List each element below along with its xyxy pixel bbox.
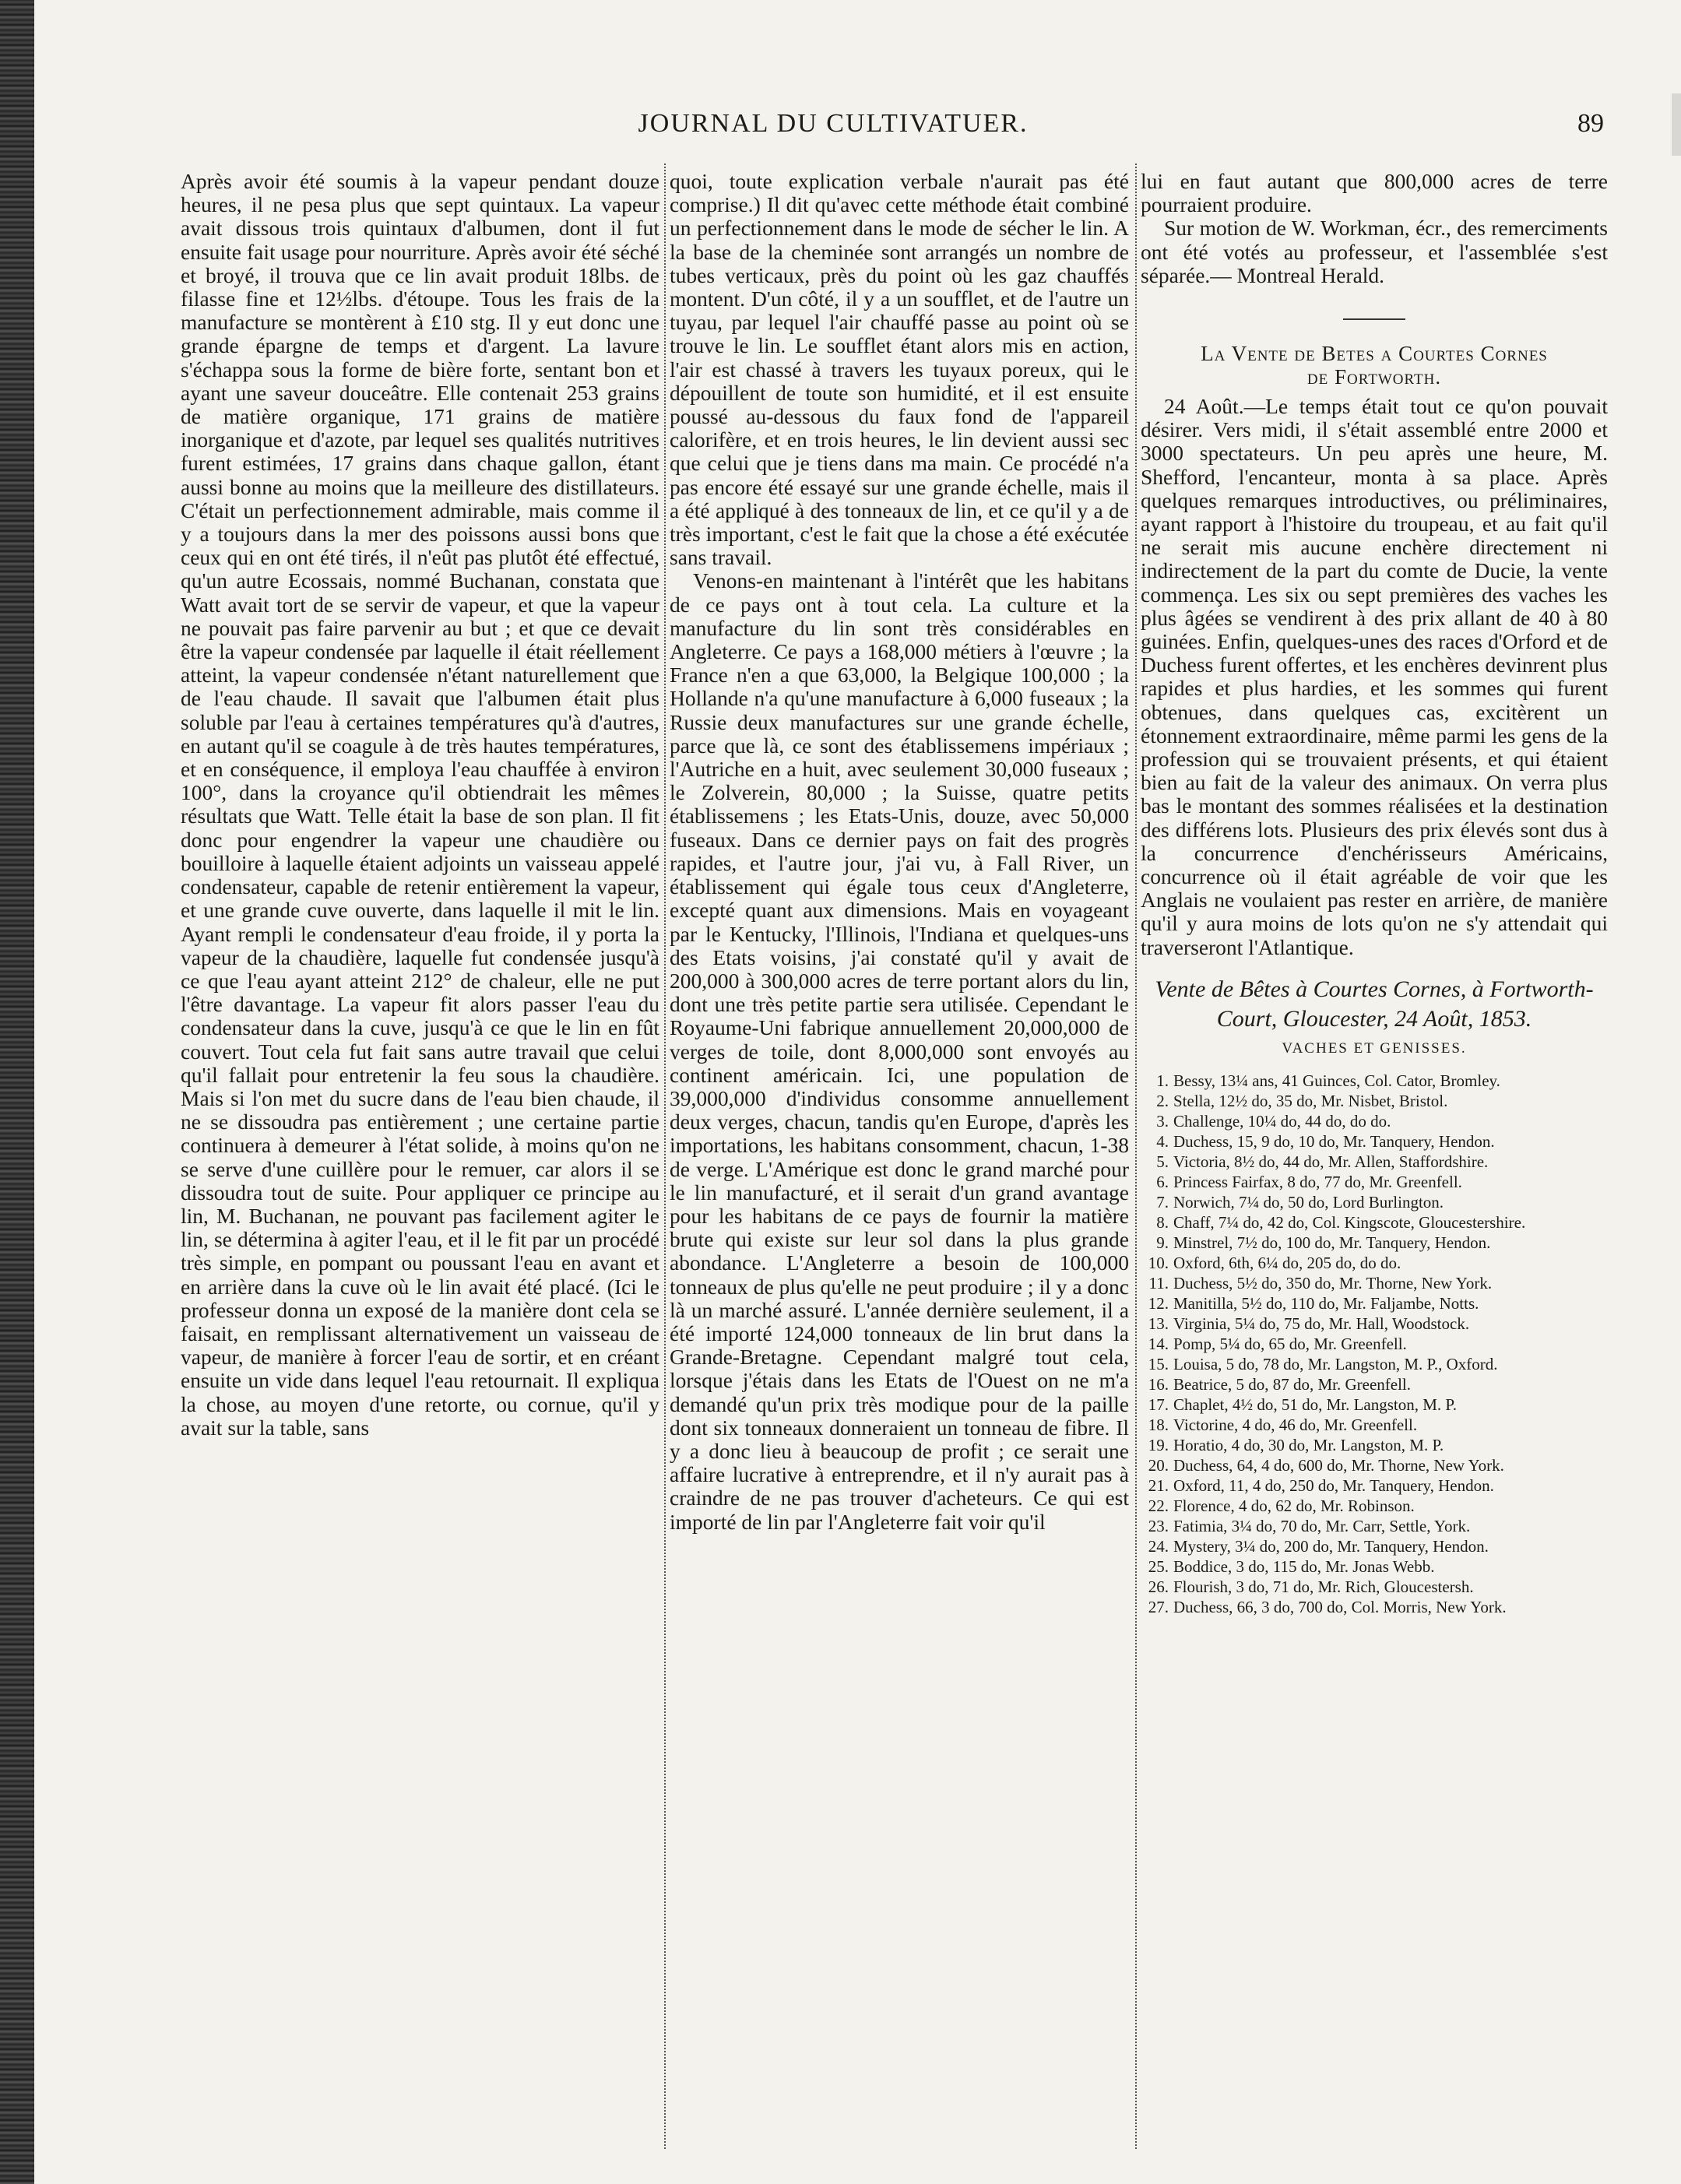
lot-number: 2. [1156, 1092, 1169, 1111]
list-item [1141, 1092, 1608, 1111]
running-title: JOURNAL DU CULTIVATUER. [638, 109, 1029, 138]
lot-text: Virginia, 5¼ do, 75 do, Mr. Hall, Woodstock. [1173, 1314, 1470, 1334]
lot-text: Florence, 4 do, 62 do, Mr. Robinson. [1173, 1496, 1415, 1516]
column-rule [664, 164, 666, 2149]
lot-text: Duchess, 15, 9 do, 10 do, Mr. Tanquery, Hendon. [1173, 1132, 1495, 1152]
list-item [1141, 1233, 1608, 1253]
lot-number: 24. [1148, 1537, 1169, 1556]
lot-text: Victoria, 8½ do, 44 do, Mr. Allen, Staffordshire. [1173, 1152, 1489, 1172]
paragraph: Sur motion de W. Workman, écr., des remerciments ont été votés au professeur, et l'assemblée s'est séparée.— Montreal Herald. [1141, 216, 1608, 287]
lot-text: Minstrel, 7½ do, 100 do, Mr. Tanquery, Hendon. [1173, 1233, 1491, 1253]
column-2 [670, 170, 1129, 2151]
lot-text: Princess Fairfax, 8 do, 77 do, Mr. Greenfell. [1173, 1173, 1462, 1192]
list-item [1141, 1314, 1608, 1334]
lot-text: Horatio, 4 do, 30 do, Mr. Langston, M. P. [1173, 1436, 1444, 1455]
lot-number: 5. [1156, 1152, 1169, 1172]
list-item [1141, 1254, 1608, 1273]
list-item [1141, 1193, 1608, 1212]
lot-number: 12. [1148, 1294, 1169, 1314]
list-item [1141, 1476, 1608, 1496]
list-item [1141, 1557, 1608, 1577]
lot-number: 11. [1148, 1274, 1169, 1293]
lot-text: Oxford, 6th, 6¼ do, 205 do, do do. [1173, 1254, 1401, 1273]
list-item [1141, 1213, 1608, 1233]
list-item [1141, 1598, 1608, 1617]
lot-text: Chaplet, 4½ do, 51 do, Mr. Langston, M. P. [1173, 1395, 1458, 1415]
lot-text: Mystery, 3¼ do, 200 do, Mr. Tanquery, Hendon. [1173, 1537, 1489, 1556]
paragraph: lui en faut autant que 800,000 acres de terre pourraient produire. [1141, 170, 1608, 217]
list-item [1141, 1071, 1608, 1091]
lot-text: Bessy, 13¼ ans, 41 Guinces, Col. Cator, Bromley. [1173, 1071, 1500, 1091]
lot-number: 13. [1148, 1314, 1169, 1334]
lot-number: 15. [1148, 1355, 1169, 1374]
lot-number: 19. [1148, 1436, 1169, 1455]
lot-number: 6. [1156, 1173, 1169, 1192]
lot-number: 1. [1156, 1071, 1169, 1091]
lot-number: 10. [1148, 1254, 1169, 1273]
lot-number: 8. [1156, 1213, 1169, 1233]
lot-text: Duchess, 5½ do, 350 do, Mr. Thorne, New York. [1173, 1274, 1493, 1293]
sale-subtitle: VACHES ET GENISSES. [1282, 1039, 1467, 1057]
lot-number: 18. [1148, 1416, 1169, 1435]
list-item [1141, 1517, 1608, 1536]
list-item [1141, 1496, 1608, 1516]
page-header [47, 109, 1619, 148]
sale-title: Vente de Bêtes à Courtes Cornes, à Fortworth-Court, Gloucester, 24 Août, 1853. [1155, 976, 1594, 1032]
list-item [1141, 1436, 1608, 1455]
lot-text: Duchess, 64, 4 do, 600 do, Mr. Thorne, New York. [1173, 1456, 1504, 1475]
sale-list [1141, 1071, 1608, 1617]
list-item [1141, 1274, 1608, 1293]
lot-number: 16. [1148, 1375, 1169, 1394]
lot-number: 3. [1156, 1112, 1169, 1131]
lot-text: Pomp, 5¼ do, 65 do, Mr. Greenfell. [1173, 1335, 1407, 1354]
list-item [1141, 1355, 1608, 1374]
lot-number: 9. [1156, 1233, 1169, 1253]
lot-text: Fatimia, 3¼ do, 70 do, Mr. Carr, Settle, York. [1173, 1517, 1471, 1536]
separator-rule [1343, 318, 1405, 320]
lot-number: 27. [1148, 1598, 1169, 1617]
lot-number: 14. [1148, 1335, 1169, 1354]
list-item [1141, 1375, 1608, 1394]
list-item [1141, 1577, 1608, 1597]
lot-number: 17. [1148, 1395, 1169, 1415]
list-item [1141, 1173, 1608, 1192]
lot-text: Victorine, 4 do, 46 do, Mr. Greenfell. [1173, 1416, 1418, 1435]
list-item [1141, 1294, 1608, 1314]
list-item [1141, 1416, 1608, 1435]
paragraph: Après avoir été soumis à la vapeur pendant douze heures, il ne pesa plus que sept quintaux. La vapeur avait dissous trois quintaux d'albumen, dont il fut ensuite fait usage pour nourriture. Après avoir été séché et broyé, il trouva que ce lin avait produit 18lbs. de filasse fine et 12½lbs. d'étoupe. Tous les frais de la manufacture se montèrent à £10 stg. Il y eut donc une grande épargne de temps et d'argent. La lavure s'échappa sous la forme de bière forte, sentant bon et ayant une saveur douceâtre. Elle contenait 253 grains de matière organique, 171 grains de matière inorganique et d'azote, par lequel ses qualités nutritives furent estimées, 17 grains dans chaque gallon, étant aussi bonne au moins que la meilleure des distillateurs. C'était un perfectionnement admirable, mais comme il y a toujours dans la mer des poissons aussi bons que ceux qui en ont été tirés, il n'eût pas plutôt été effectué, qu'un autre Ecossais, nommé Buchanan, constata que Watt avait tort de se servir de vapeur, et que la vapeur ne pouvait pas faire parvenir au but ; et que ce devait être la vapeur condensée par laquelle il était réellement atteint, la vapeur condensée n'étant naturellement que de l'eau chaude. Il savait que l'albumen était plus soluble par l'eau à certaines températures qu'à d'autres, en autant qu'il se coagule à de très hautes températures, et en conséquence, il employa l'eau chauffée à environ 100°, dans la croyance qu'il obtiendrait les mêmes résultats que Watt. Telle était la base de son plan. Il fit donc pour engendrer la vapeur une chaudière ou bouilloire à laquelle étaient adjoints un vaisseau appelé condensateur, capable de retenir entièrement la vapeur, et une grande cuve ouverte, dans laquelle il mit le lin. Ayant rempli le condensateur d'eau froide, il y porta la vapeur de la chaudière, laquelle fut condensée jusqu'à ce que l'eau ayant atteint 212° de chaleur, elle ne put l'être davantage. La vapeur fit alors passer l'eau du condensateur dans la cuve, jusqu'à ce que le lin en fût couvert. Tout cela fut fait sans autre travail que celui qu'il fallait pour entretenir la feu sous la chaudière. Mais si l'on met du sucre dans de l'eau bien chaude, il ne se dissoudra pas entièrement ; une certaine partie continuera à demeurer à l'état solide, à moins qu'on ne se serve d'une cuillère pour le remuer, car alors il se dissoudra tout de suite. Pour appliquer ce principe au lin, M. Buchanan, ne pouvant pas facilement agiter le lin, se détermina à agiter l'eau, et il le fit par un procédé très simple, en pompant ou poussant l'eau en avant et en arrière dans la cuve où le lin avait été placé. (Ici le professeur donna un exposé de la manière dont cela se faisait, en remplissant alternativement un vaisseau de vapeur, de manière à forcer l'eau de sortir, et en créant ensuite un vide dans lequel l'eau retournait. Il expliqua la chose, au moyen d'une retorte, ou cornue, qu'il y avait sur la table, sans [181, 170, 659, 1440]
lot-number: 21. [1148, 1476, 1169, 1496]
section-title [1141, 342, 1608, 389]
lot-text: Challenge, 10¼ do, 44 do, do do. [1173, 1112, 1391, 1131]
paragraph: Venons-en maintenant à l'intérêt que les habitans de ce pays ont à tout cela. La culture et la manufacture du lin sont très considérables en Angleterre. Ce pays a 168,000 métiers à l'œuvre ; la France n'en a que 63,000, la Belgique 100,000 ; la Hollande n'a qu'une manufacture à 6,000 fuseaux ; la Russie deux manufactures sur une grande échelle, parce que là, ce sont des établissemens impériaux ; l'Autriche en a huit, avec seulement 30,000 fuseaux ; le Zolverein, 80,000 ; la Suisse, quatre petits établissemens ; les Etats-Unis, douze, avec 50,000 fuseaux. Dans ce dernier pays on fait des progrès rapides, et l'autre jour, j'ai vu, à Fall River, un établissement qui égale tous ceux d'Angleterre, excepté quant aux dimensions. Mais en voyageant par le Kentucky, l'Illinois, l'Indiana et quelques-uns des Etats voisins, j'ai constaté qu'il y avait de 200,000 à 300,000 acres de terre portant alors du lin, dont une très petite partie sera utilisée. Cependant le Royaume-Uni fabrique annuellement 20,000,000 de verges de toile, dont 8,000,000 sont envoyés au continent américain. Ici, une population de 39,000,000 d'individus consomme annuellement deux verges, chacun, tandis qu'en Europe, d'après les importations, les habitans consomment, chacun, 1-38 de verge. L'Amérique est donc le grand marché pour le lin manufacturé, et il serait d'un grand avantage pour les habitans de ce pays de fournir la matière brute qui existe sur leur sol dans la plus grande abondance. L'Angleterre a besoin de 100,000 tonneaux de plus qu'elle ne peut produire ; il y a donc là un marché assuré. L'année dernière seulement, il a été importé 124,000 tonneaux de lin brut dans la Grande-Bretagne. Cependant malgré tout cela, lorsque j'étais dans les Etats de l'Ouest on ne m'a demandé qu'un prix très modique pour de la paille dont six tonneaux donneraient un tonneau de fibre. Il y a donc lieu à beaucoup de profit ; ce serait une affaire lucrative à entreprendre, et il n'y aurait pas à craindre de ne pas trouver d'acheteurs. Ce qui est importé de lin par l'Angleterre fait voir qu'il [670, 568, 1129, 1534]
scan-right-edge [1672, 93, 1681, 156]
lot-text: Stella, 12½ do, 35 do, Mr. Nisbet, Bristol. [1173, 1092, 1448, 1111]
lot-text: Chaff, 7¼ do, 42 do, Col. Kingscote, Gloucestershire. [1173, 1213, 1526, 1233]
column-rule [1135, 164, 1137, 2149]
section-title-line: La Vente de Betes a Courtes Cornes [1201, 342, 1548, 366]
page-number: 89 [1577, 109, 1604, 138]
lot-text: Boddice, 3 do, 115 do, Mr. Jonas Webb. [1173, 1557, 1435, 1577]
lot-number: 7. [1156, 1193, 1169, 1212]
list-item [1141, 1335, 1608, 1354]
list-item [1141, 1112, 1608, 1131]
lot-number: 4. [1156, 1132, 1169, 1152]
lot-number: 23. [1148, 1517, 1169, 1536]
lot-text: Norwich, 7¼ do, 50 do, Lord Burlington. [1173, 1193, 1444, 1212]
list-item [1141, 1456, 1608, 1475]
section-title-line: de Fortworth. [1306, 365, 1442, 389]
lot-number: 25. [1148, 1557, 1169, 1577]
lot-text: Oxford, 11, 4 do, 250 do, Mr. Tanquery, Hendon. [1173, 1476, 1494, 1496]
list-item [1141, 1395, 1608, 1415]
lot-text: Beatrice, 5 do, 87 do, Mr. Greenfell. [1173, 1375, 1411, 1394]
paragraph: quoi, toute explication verbale n'aurait pas été comprise.) Il dit qu'avec cette méthode était combiné un perfectionnement dans le mode de sécher le lin. A la base de la cheminée sont arrangés un nombre de tubes verticaux, près du point où les gaz chauffés montent. D'un côté, il y a un soufflet, et de l'autre un tuyau, par lequel l'air chauffé passe au point où se trouve le lin. Le soufflet étant alors mis en action, l'air est chassé à travers les tuyaux poreux, qui le dépouillent de toute son humidité, et il est ensuite poussé au-dessous du faux fond de l'appareil calorifère, et en trois heures, le lin devient aussi sec que celui que je tiens dans ma main. Ce procédé n'a pas encore été essayé sur une grande échelle, mais il a été appliqué à des tonneaux de lin, et ce qu'il y a de très important, c'est le fait que la chose a été exécutée sans travail. [670, 170, 1129, 570]
column-3 [1141, 170, 1608, 2151]
lot-number: 20. [1148, 1456, 1169, 1475]
scan-binding-edge [0, 0, 34, 2184]
lot-text: Manitilla, 5½ do, 110 do, Mr. Faljambe, Notts. [1173, 1294, 1479, 1314]
lot-text: Flourish, 3 do, 71 do, Mr. Rich, Gloucestersh. [1173, 1577, 1474, 1597]
lot-text: Louisa, 5 do, 78 do, Mr. Langston, M. P., Oxford. [1173, 1355, 1498, 1374]
lot-number: 22. [1148, 1496, 1169, 1516]
lot-number: 26. [1148, 1577, 1169, 1597]
lot-text: Duchess, 66, 3 do, 700 do, Col. Morris, New York. [1173, 1598, 1507, 1617]
list-item [1141, 1537, 1608, 1556]
list-item [1141, 1152, 1608, 1172]
section-paragraph: 24 Août.—Le temps était tout ce qu'on pouvait désirer. Vers midi, il s'était assemblé entre 2000 et 3000 spectateurs. Un peu après une heure, M. Shefford, l'encanteur, monta à sa place. Après quelques remarques introductives, ou préliminaires, ayant rapport à l'histoire du troupeau, et au fait qu'il ne serait mis aucune enchère directement ni indirectement de la part du comte de Ducie, la vente commença. Les six ou sept premières des vaches les plus âgées se vendirent à des prix allant de 40 à 80 guinées. Enfin, quelques-unes des races d'Orford et de Duchess furent offertes, et les enchères devinrent plus rapides et plus hardies, et les sommes qui furent obtenues, dans quelques cas, excitèrent un étonnement extraordinaire, même parmi les gens de la profession qui se trouvaient présents, et qui étaient bien au fait de la valeur des animaux. On verra plus bas le montant des sommes réalisées et la destination des différens lots. Plusieurs des prix élevés sont dus à la concurrence d'enchérisseurs Américains, concurrence où il était agréable de voir que les Anglais ne voulaient pas rester en arrière, de manière qu'il y aura moins de lots qu'on ne s'y attendait qui traverseront l'Atlantique. [1141, 394, 1608, 959]
list-item [1141, 1132, 1608, 1152]
column-1 [181, 170, 659, 2151]
